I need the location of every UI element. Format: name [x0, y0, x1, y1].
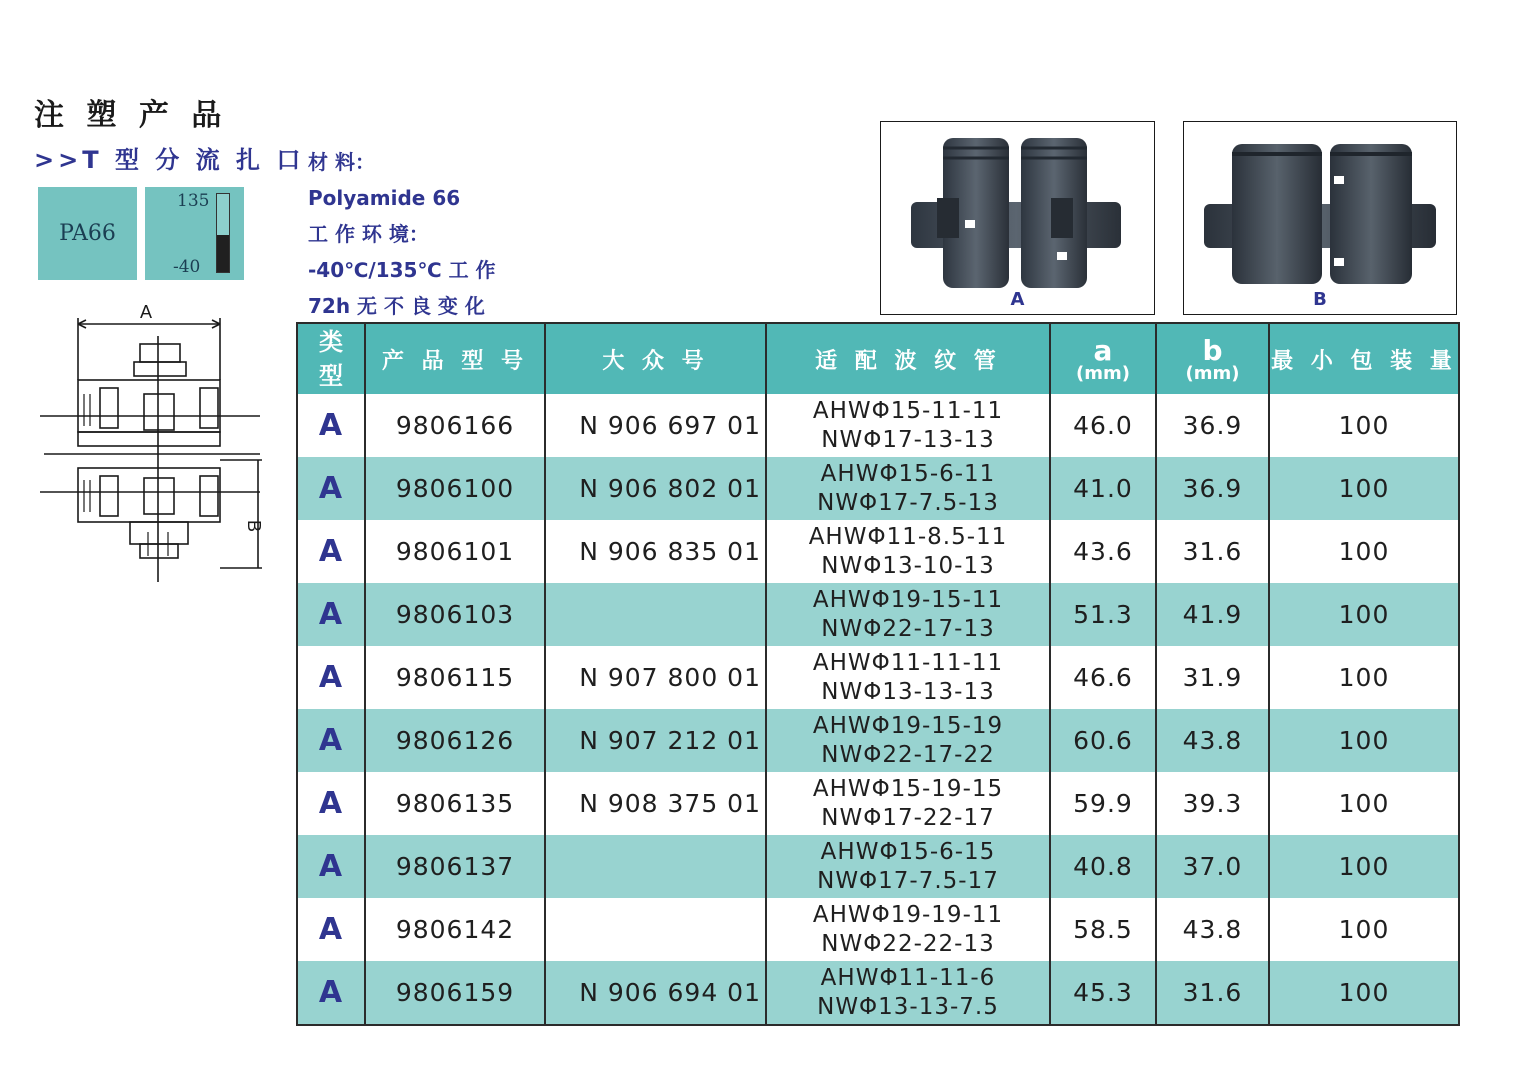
cell-type: A	[297, 835, 365, 898]
cell-product: 9806101	[365, 520, 545, 583]
cell-pipe-ahw: AHWΦ11-11-11	[812, 649, 1004, 676]
cell-pipe	[766, 520, 1050, 583]
cell-a: 40.8	[1050, 835, 1156, 898]
cell-min-pack: 100	[1269, 961, 1459, 1025]
cell-pipe	[766, 772, 1050, 835]
cell-b: 36.9	[1156, 394, 1269, 457]
cell-type: A	[297, 583, 365, 646]
table-row	[297, 646, 1459, 709]
cell-a: 41.0	[1050, 457, 1156, 520]
cell-vw: N 907 800 01	[545, 646, 766, 709]
cell-pipe	[766, 646, 1050, 709]
cell-pipe	[766, 394, 1050, 457]
cell-pipe	[766, 898, 1050, 961]
cell-min-pack: 100	[1269, 898, 1459, 961]
header-a	[1050, 323, 1156, 394]
table-row	[297, 457, 1459, 520]
technical-drawing	[40, 300, 270, 590]
cell-product: 9806166	[365, 394, 545, 457]
diagram-label-a: A	[140, 302, 153, 322]
cell-b: 37.0	[1156, 835, 1269, 898]
cell-product: 9806126	[365, 709, 545, 772]
temperature-badge	[145, 187, 244, 280]
cell-pipe-ahw: AHWΦ11-11-6	[820, 964, 996, 991]
cell-product: 9806103	[365, 583, 545, 646]
photo-label-b: B	[1313, 289, 1327, 310]
header-a-label: a	[1093, 334, 1113, 367]
material-badge	[38, 187, 137, 280]
cell-min-pack: 100	[1269, 646, 1459, 709]
table-header-row	[297, 323, 1459, 394]
cell-a: 60.6	[1050, 709, 1156, 772]
cell-type: A	[297, 457, 365, 520]
product-photo-a	[880, 121, 1155, 315]
table-row	[297, 394, 1459, 457]
thermometer-icon	[216, 193, 230, 273]
cell-pipe	[766, 457, 1050, 520]
cell-vw: N 906 697 01	[545, 394, 766, 457]
cell-pipe-nw: NWΦ13-13-13	[821, 678, 995, 705]
cell-min-pack: 100	[1269, 835, 1459, 898]
t-clip-photo-b	[1184, 122, 1456, 314]
cell-a: 46.6	[1050, 646, 1156, 709]
cell-vw: N 906 802 01	[545, 457, 766, 520]
cell-vw	[545, 835, 766, 898]
cell-type: A	[297, 394, 365, 457]
cell-pipe-nw: NWΦ17-22-17	[821, 804, 995, 831]
cell-pipe-nw: NWΦ22-17-22	[821, 741, 995, 768]
subtitle: >>T 型 分 流 扎 口	[34, 146, 305, 174]
cell-pipe-nw: NWΦ17-7.5-17	[817, 867, 999, 894]
photo-label-a: A	[1010, 289, 1025, 310]
cell-type: A	[297, 520, 365, 583]
section-title: 注 塑 产 品	[34, 98, 228, 133]
cell-type: A	[297, 646, 365, 709]
cell-a: 43.6	[1050, 520, 1156, 583]
t-clip-photo-a	[881, 122, 1154, 314]
material-label: 材 料：	[308, 150, 375, 174]
diagram-label-b: B	[244, 520, 264, 533]
header-min-pack: 最 小 包 装 量	[1269, 323, 1459, 394]
cell-b: 43.8	[1156, 709, 1269, 772]
cell-pipe-nw: NWΦ17-7.5-13	[817, 489, 999, 516]
cell-pipe	[766, 961, 1050, 1025]
cell-type: A	[297, 709, 365, 772]
cell-pipe-nw: NWΦ22-17-13	[821, 615, 995, 642]
header-b-unit: (mm)	[1185, 363, 1240, 384]
header-a-unit: (mm)	[1076, 363, 1130, 384]
cell-vw: N 908 375 01	[545, 772, 766, 835]
cell-min-pack: 100	[1269, 394, 1459, 457]
cell-a: 51.3	[1050, 583, 1156, 646]
test-result: 72h 无 不 良 变 化	[308, 294, 485, 318]
cell-pipe	[766, 709, 1050, 772]
product-photo-b	[1183, 121, 1457, 315]
cell-pipe-nw: NWΦ13-10-13	[821, 552, 995, 579]
header-b-label: b	[1202, 334, 1223, 367]
cell-b: 31.9	[1156, 646, 1269, 709]
cell-pipe	[766, 835, 1050, 898]
header-type-label: 类型	[319, 328, 343, 390]
table-body	[297, 394, 1459, 1025]
environment-label: 工 作 环 境：	[308, 222, 429, 246]
header-vw: 大 众 号	[545, 323, 766, 394]
header-pipe: 适 配 波 纹 管	[766, 323, 1050, 394]
header-b	[1156, 323, 1269, 394]
temp-low-label: -40	[173, 257, 201, 277]
cell-b: 36.9	[1156, 457, 1269, 520]
material-badge-label: PA66	[59, 221, 116, 246]
cell-a: 46.0	[1050, 394, 1156, 457]
cell-a: 58.5	[1050, 898, 1156, 961]
cell-b: 39.3	[1156, 772, 1269, 835]
cell-pipe-ahw: AHWΦ19-15-19	[812, 712, 1004, 739]
cell-min-pack: 100	[1269, 709, 1459, 772]
header-type	[297, 323, 365, 394]
cell-vw	[545, 898, 766, 961]
cell-pipe-ahw: AHWΦ11-8.5-11	[808, 523, 1008, 550]
cell-min-pack: 100	[1269, 772, 1459, 835]
cell-type: A	[297, 961, 365, 1025]
cell-type: A	[297, 772, 365, 835]
cell-product: 9806115	[365, 646, 545, 709]
cell-product: 9806100	[365, 457, 545, 520]
cell-pipe-ahw: AHWΦ19-19-11	[812, 901, 1004, 928]
material-info	[308, 144, 496, 324]
cell-pipe-ahw: AHWΦ15-19-15	[812, 775, 1004, 802]
cell-product: 9806142	[365, 898, 545, 961]
cell-product: 9806135	[365, 772, 545, 835]
cell-type: A	[297, 898, 365, 961]
cell-pipe-ahw: AHWΦ19-15-11	[812, 586, 1004, 613]
cell-vw	[545, 583, 766, 646]
cell-vw: N 906 835 01	[545, 520, 766, 583]
table-row	[297, 583, 1459, 646]
environment-value: -40℃/135℃ 工 作	[308, 258, 496, 282]
table-row	[297, 898, 1459, 961]
cell-product: 9806159	[365, 961, 545, 1025]
material-value: Polyamide 66	[308, 186, 461, 210]
cell-a: 59.9	[1050, 772, 1156, 835]
cell-vw: N 906 694 01	[545, 961, 766, 1025]
cell-pipe-nw: NWΦ17-13-13	[821, 426, 995, 453]
cell-min-pack: 100	[1269, 583, 1459, 646]
table-row	[297, 520, 1459, 583]
cell-pipe-ahw: AHWΦ15-6-11	[820, 460, 996, 487]
cell-min-pack: 100	[1269, 520, 1459, 583]
table-row	[297, 709, 1459, 772]
header-product: 产 品 型 号	[365, 323, 545, 394]
cell-pipe	[766, 583, 1050, 646]
table-row	[297, 961, 1459, 1025]
temp-high-label: 135	[177, 191, 210, 211]
cell-pipe-nw: NWΦ13-13-7.5	[817, 993, 999, 1020]
spec-table	[296, 322, 1460, 1026]
cell-a: 45.3	[1050, 961, 1156, 1025]
cell-b: 31.6	[1156, 961, 1269, 1025]
table-row	[297, 835, 1459, 898]
cell-b: 31.6	[1156, 520, 1269, 583]
cell-pipe-ahw: AHWΦ15-11-11	[812, 397, 1004, 424]
cell-min-pack: 100	[1269, 457, 1459, 520]
cell-b: 43.8	[1156, 898, 1269, 961]
cell-pipe-ahw: AHWΦ15-6-15	[820, 838, 996, 865]
table-row	[297, 772, 1459, 835]
cell-b: 41.9	[1156, 583, 1269, 646]
cell-pipe-nw: NWΦ22-22-13	[821, 930, 995, 957]
cell-vw: N 907 212 01	[545, 709, 766, 772]
cell-product: 9806137	[365, 835, 545, 898]
